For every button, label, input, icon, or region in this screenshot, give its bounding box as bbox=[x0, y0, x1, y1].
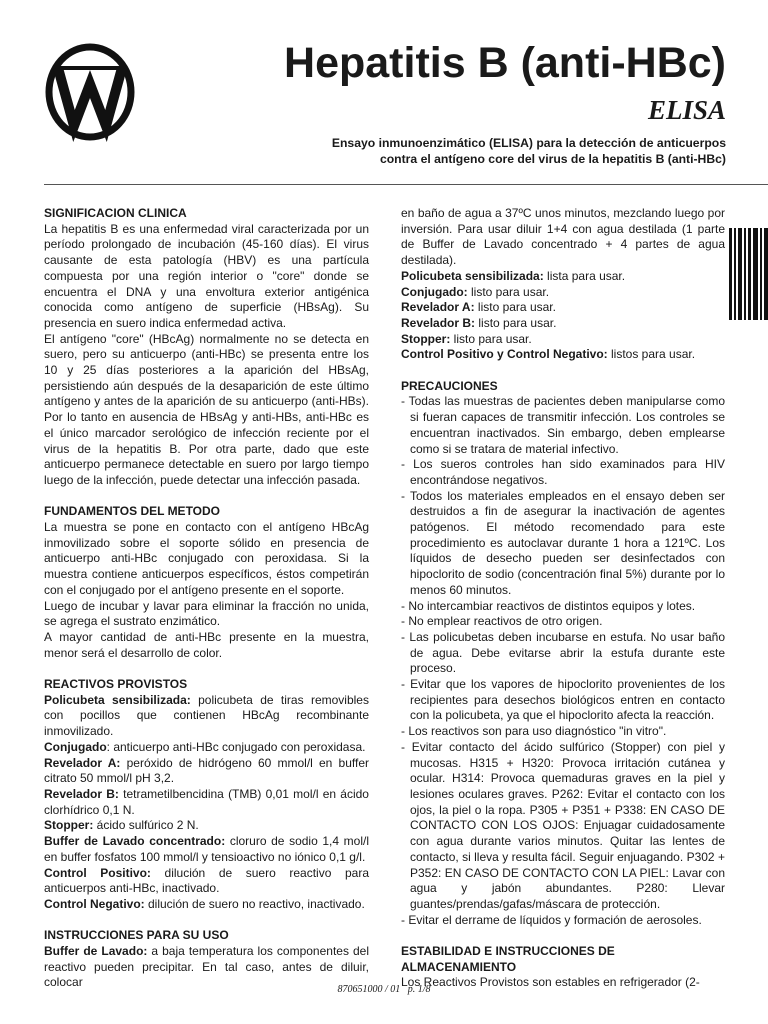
reagent-label: Stopper: bbox=[44, 818, 94, 833]
reagent-item bbox=[401, 269, 725, 285]
list-item: - No intercambiar reactivos de distintos equipos y lotes. bbox=[401, 598, 696, 613]
reagent-label: Control Negativo: bbox=[44, 896, 145, 911]
header-divider bbox=[44, 184, 768, 185]
section-heading: PRECAUCIONES bbox=[401, 378, 498, 393]
page-title: Hepatitis B (anti-HBc) bbox=[284, 39, 726, 87]
reagent-label: Policubeta sensibilizada: bbox=[401, 268, 544, 283]
reagent-text: tetrametilbencidina (TMB) 0,01 mol/l en ácido clorhídrico 0,1 N. bbox=[44, 786, 369, 817]
left-column bbox=[44, 206, 369, 991]
barcode-icon bbox=[729, 228, 768, 320]
list-item: - Las policubetas deben incubarse en estufa. No usar baño de agua. Debe evitarse abrir la estufa durante este proceso. bbox=[401, 629, 725, 676]
reagent-label: Control Positivo y Control Negativo: bbox=[401, 347, 608, 362]
reagent-label: Conjugado: bbox=[401, 284, 468, 299]
list-item: - Los reactivos son para uso diagnóstico "in vitro". bbox=[401, 724, 667, 739]
reagent-label: Control Positivo: bbox=[44, 865, 151, 880]
reagent-text: listo para usar. bbox=[450, 331, 532, 346]
reagent-label: Revelador B: bbox=[44, 786, 119, 801]
footer-code: 870651000 / 01 p. 1/8 bbox=[337, 984, 431, 995]
reagent-text: listo para usar. bbox=[475, 315, 557, 330]
reagent-text: cloruro de sodio 1,4 mol/l en buffer fosfatos 100 mmol/l y tensioactivo no iónico 0,1 g/l. bbox=[44, 834, 370, 864]
reagent-item bbox=[44, 693, 369, 740]
reagent-item bbox=[401, 316, 725, 332]
reagent-text: dilución de suero no reactivo, inactivado. bbox=[144, 896, 365, 911]
reagent-item bbox=[44, 866, 369, 897]
reagent-item bbox=[44, 897, 369, 913]
paragraph: en baño de agua a 37ºC unos minutos, mezclando luego por inversión. Para usar diluir 1+4 con agua destilada (1 parte de Buffer de Lavado concentrado + 4 partes de agua destilada). bbox=[401, 206, 725, 268]
reagent-label: Revelador A: bbox=[44, 755, 121, 770]
section-heading: INSTRUCCIONES PARA SU USO bbox=[44, 928, 229, 943]
reagent-text: listo para usar. bbox=[474, 300, 556, 315]
description-line: Ensayo inmunoenzimático (ELISA) para la detección de anticuerpos bbox=[331, 136, 726, 150]
reagent-text: peróxido de hidrógeno 60 mmol/l en buffer citrato 50 mmol/l pH 3,2. bbox=[44, 755, 370, 786]
section-heading: REACTIVOS PROVISTOS bbox=[44, 677, 188, 692]
list-item: - Todos los materiales empleados en el ensayo deben ser destruidos a fin de asegurar la inactivación de agentes patógenos. El método recomendado para este procedimiento es autoclavar durante 1 hora a 121ºC. Los líquidos de desecho pueden ser desinfectados con hipoclorito de sodio (concentración final 5%) durante por lo menos 60 minutos. bbox=[401, 488, 725, 597]
section-heading: FUNDAMENTOS DEL METODO bbox=[44, 504, 221, 519]
reagent-item bbox=[44, 756, 369, 787]
right-column bbox=[401, 206, 725, 991]
test-description bbox=[206, 135, 726, 167]
reagent-item bbox=[44, 740, 369, 756]
reagent-label: Conjugado bbox=[44, 739, 107, 754]
reagent-label: Revelador A: bbox=[401, 300, 475, 315]
reagent-label: Buffer de Lavado concentrado: bbox=[44, 834, 226, 849]
paragraph: A mayor cantidad de anti-HBc presente en la muestra, menor será el desarrollo de color. bbox=[44, 629, 369, 660]
paragraph: Los Reactivos Provistos son estables en refrigerador (2- bbox=[401, 975, 700, 990]
reagent-text: ácido sulfúrico 2 N. bbox=[93, 818, 199, 833]
reagent-label: Policubeta sensibilizada: bbox=[44, 692, 191, 707]
section-heading: ALMACENAMIENTO bbox=[401, 959, 517, 974]
list-item: - Los sueros controles han sido examinados para HIV encontrándose negativos. bbox=[401, 457, 725, 487]
reagent-text: lista para usar. bbox=[543, 268, 626, 283]
reagent-text: dilución de suero reactivo para anticuerpos anti-HBc, inactivado. bbox=[44, 865, 370, 896]
paragraph: Luego de incubar y lavar para eliminar la fracción no unida, se agrega el sustrato enzimático. bbox=[44, 598, 369, 629]
reagent-label: Revelador B: bbox=[401, 315, 476, 330]
section-heading: SIGNIFICACION CLINICA bbox=[44, 206, 187, 220]
section-heading: ESTABILIDAD E INSTRUCCIONES DE bbox=[401, 944, 615, 959]
reagent-label: Stopper: bbox=[401, 331, 451, 346]
reagent-item bbox=[401, 347, 725, 363]
list-item: - Evitar que los vapores de hipoclorito provenientes de los recipientes para desechos biológicos entren en contacto con la policubeta, ya que el hipoclorito afecta la reacción. bbox=[401, 677, 725, 723]
list-item: - Evitar el derrame de líquidos y formación de aerosoles. bbox=[401, 912, 702, 927]
reagent-item bbox=[44, 787, 369, 818]
list-item: - Evitar contacto del ácido sulfúrico (Stopper) con piel y mucosas. H315 + H320: Provoca irritación cutánea y ocular. H314: Provoca quemaduras graves en la piel y lesiones oculares graves. P262: Evitar el contacto con los ojos, la piel o la ropa. P305 + P351 + P338: EN CASO DE CONTACTO CON LOS OJOS: Enjuagar cuidadosamente con agua durante varios minutos. Quitar las lentes de contacto, si lleva y resulta fácil. Seguir enjuagando. P302 + P352: EN CASO DE CONTACTO CON LA PIEL: Lavar con agua y jabón abundantes. P280: Llevar guantes/prendas/gafas/máscara de protección. bbox=[401, 739, 725, 911]
instruction-label: Buffer de Lavado: bbox=[44, 944, 148, 958]
description-line: contra el antígeno core del virus de la hepatitis B (anti-HBc) bbox=[379, 152, 726, 166]
paragraph: El antígeno "core" (HBcAg) normalmente no se detecta en suero, pero su anticuerpo (anti-HBc) se presenta entre los 10 y 25 días posteriores a la aparición del HBsAg, persistiendo aún después de la desaparición de este último antígeno y antes de la aparición de su anticuerpo (anti-HBs). Por lo tanto en ausencia de HBsAg y anti-HBs, anti-HBc es el único marcador serológico de infección reciente por el virus de la hepatitis B. Por otra parte, dado que este anticuerpo permanece detectable en suero por largo tiempo luego de la infección, puede detectar una infección pasada. bbox=[44, 331, 369, 487]
paragraph: La hepatitis B es una enfermedad viral caracterizada por un período prolongado de incubación (45-160 días). El virus causante de esta patología (HBV) es una partícula compuesta por una región interior o "core" donde se encuentra el DNA y una envoltura exterior antigénica conocida como antígeno de superficie (HBsAg). Su presencia en suero indica enfermedad activa. bbox=[44, 221, 369, 330]
instruction-text: a baja temperatura los componentes del reactivo pueden precipitar. En tal caso, antes de diluir, colocar bbox=[44, 944, 369, 990]
reagent-text: listo para usar. bbox=[467, 284, 550, 299]
reagent-item bbox=[401, 332, 725, 348]
list-item: - No emplear reactivos de otro origen. bbox=[401, 614, 603, 629]
reagent-text: listos para usar. bbox=[607, 347, 696, 362]
wiener-lab-logo-icon bbox=[44, 42, 136, 142]
reagent-text: : anticuerpo anti-HBc conjugado con peroxidasa. bbox=[106, 739, 366, 754]
reagent-item bbox=[44, 818, 369, 834]
list-item: - Todas las muestras de pacientes deben manipularse como si fueran capaces de transmitir infección. Los controles se encuentran inactivados. Sin embargo, deben emplearse como si se tratara de material infectivo. bbox=[401, 394, 725, 456]
reagent-item bbox=[401, 300, 725, 316]
page-subtitle: ELISA bbox=[647, 95, 726, 125]
reagent-text: policubeta de tiras removibles con pocillos que contienen HBcAg recombinante inmovilizado. bbox=[44, 692, 369, 739]
paragraph: La muestra se pone en contacto con el antígeno HBcAg inmovilizado sobre el soporte sólido en presencia de anticuerpo anti-HBc conjugado con peroxidasa. Si la muestra contiene anticuerpos específicos, éstos competirán con el conjugado por el antígeno presente en el soporte. bbox=[44, 520, 369, 597]
reagent-item bbox=[44, 834, 369, 865]
reagent-item bbox=[401, 285, 725, 301]
